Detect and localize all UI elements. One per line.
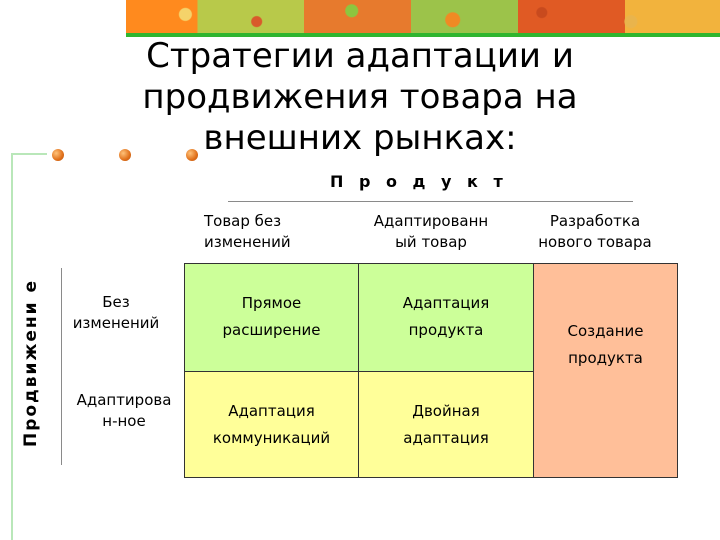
row-label-unchanged bbox=[60, 292, 172, 334]
column-label-new bbox=[520, 211, 670, 253]
cell-text-line: продукта bbox=[568, 349, 643, 367]
product-axis-header: П р о д у к т bbox=[330, 172, 508, 191]
cell-direct-extension bbox=[184, 263, 359, 372]
row-label-adapted bbox=[66, 390, 182, 432]
cell-text-line: Прямое bbox=[241, 294, 302, 312]
cell-text-line: адаптация bbox=[403, 429, 489, 447]
title-line: Стратегии адаптации и bbox=[146, 36, 574, 76]
decorative-banner bbox=[126, 0, 720, 36]
row-label-line: изменений bbox=[72, 314, 160, 332]
cell-communication-adaptation bbox=[184, 371, 359, 478]
column-label-line: изменений bbox=[204, 233, 291, 251]
column-label-line: ый товар bbox=[395, 233, 467, 251]
cell-text-line: Адаптация bbox=[402, 294, 490, 312]
column-label-line: Товар без bbox=[204, 212, 282, 230]
cell-text-line: Двойная bbox=[412, 402, 480, 420]
column-label-line: Разработка bbox=[549, 212, 641, 230]
cell-dual-adaptation bbox=[358, 371, 534, 478]
row-label-line: Без bbox=[102, 293, 130, 311]
frame-line-horizontal bbox=[11, 153, 47, 155]
column-label-adapted bbox=[356, 211, 506, 253]
promotion-axis-text: Продвижени е bbox=[21, 278, 41, 447]
column-label-line: нового товара bbox=[538, 233, 652, 251]
product-divider bbox=[228, 201, 633, 202]
title-line: продвижения товара на bbox=[142, 77, 578, 117]
cell-text-line: Создание bbox=[567, 322, 644, 340]
cell-product-adaptation bbox=[358, 263, 534, 372]
cell-text-line: Адаптация bbox=[228, 402, 315, 420]
promotion-axis-header bbox=[5, 280, 57, 445]
column-label-unchanged bbox=[204, 211, 291, 253]
title-line: внешних рынках: bbox=[203, 118, 517, 158]
column-label-line: Адаптированн bbox=[373, 212, 489, 230]
row-label-line: Адаптирова bbox=[76, 391, 172, 409]
cell-text-line: коммуникаций bbox=[212, 429, 331, 447]
cell-text-line: продукта bbox=[408, 321, 484, 339]
row-label-line: н-ное bbox=[102, 412, 146, 430]
cell-product-creation bbox=[533, 263, 678, 478]
slide-title bbox=[60, 36, 660, 159]
cell-text-line: расширение bbox=[222, 321, 321, 339]
